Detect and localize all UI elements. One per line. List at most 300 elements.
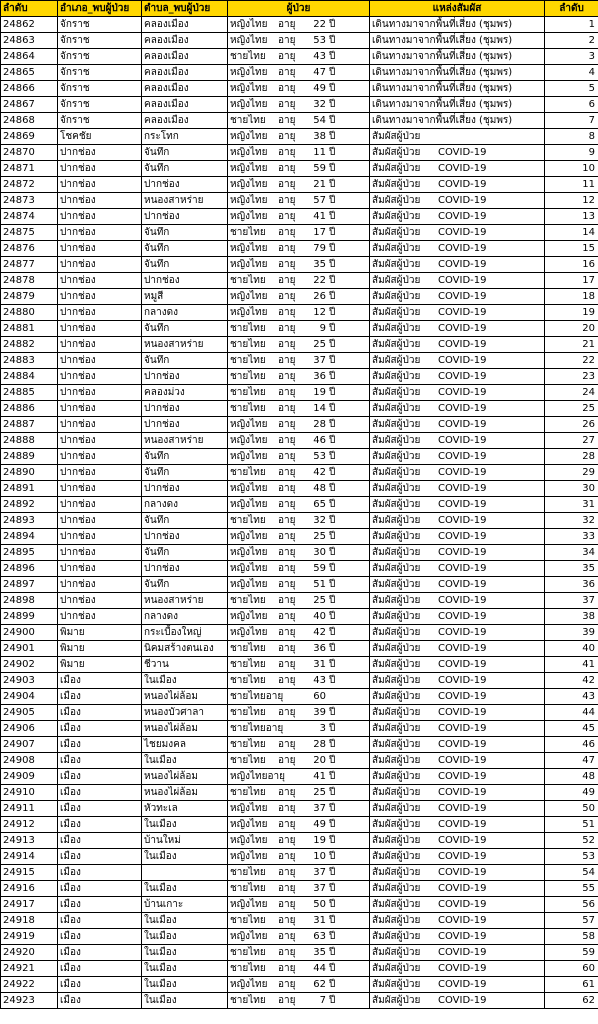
cell-source [370,193,545,209]
source-text: สัมผัสผู้ป่วย [372,818,421,830]
patient-sex: ชายไทย [230,754,266,766]
cell-patient [228,193,370,209]
patient-sex: ชายไทย [230,946,266,958]
cell-subdistrict: ปากช่อง [142,177,228,193]
cell-id: 24897 [1,577,58,593]
source-disease: COVID-19 [438,322,487,334]
patient-age-word: อายุ [278,626,296,638]
patient-age-unit: ปี [329,146,336,158]
patient-age-unit: ปี [329,66,336,78]
patient-age-unit: ปี [329,242,336,254]
cell-id: 24866 [1,81,58,97]
cell-district: เมือง [58,929,142,945]
table-row [1,817,598,833]
table-row [1,705,598,721]
cell-patient [228,977,370,993]
patient-sex: หญิงไทย [230,530,268,542]
patient-age-word: อายุ [278,978,296,990]
source-disease: COVID-19 [438,450,487,462]
patient-age: 54 [313,114,326,126]
cell-source [370,705,545,721]
patient-age-word: อายุ [278,450,296,462]
cell-order: 62 [545,993,598,1009]
table-row [1,353,598,369]
cell-district: เมือง [58,833,142,849]
source-text: สัมผัสผู้ป่วย [372,466,421,478]
cell-patient [228,353,370,369]
cell-subdistrict: บ้านเกาะ [142,897,228,913]
table-row [1,369,598,385]
cell-subdistrict: ในเมือง [142,673,228,689]
patient-age-word: อายุ [278,242,296,254]
source-disease: COVID-19 [438,770,487,782]
cell-order: 57 [545,913,598,929]
table-row [1,289,598,305]
patient-age-unit: ปี [329,322,336,334]
cell-order: 10 [545,161,598,177]
cell-district: ปากช่อง [58,561,142,577]
cell-patient [228,225,370,241]
patient-age: 37 [313,882,326,894]
source-text: สัมผัสผู้ป่วย [372,834,421,846]
table-row [1,881,598,897]
cell-order: 8 [545,129,598,145]
patient-age-word: อายุ [278,738,296,750]
table-row [1,609,598,625]
patient-sex: หญิงไทย [230,562,268,574]
table-row [1,97,598,113]
cell-district: ปากช่อง [58,209,142,225]
cell-district: จักราช [58,17,142,33]
patient-age: 35 [313,258,326,270]
patient-age-word: อายุ [278,82,296,94]
cell-district: พิมาย [58,625,142,641]
cell-id: 24902 [1,657,58,673]
patient-age-unit: ปี [329,226,336,238]
cell-subdistrict: ปากช่อง [142,481,228,497]
table-row [1,657,598,673]
patient-age: 20 [313,754,326,766]
cell-subdistrict: จันทึก [142,161,228,177]
table-row [1,225,598,241]
patient-age: 40 [313,610,326,622]
patient-age-word: อายุ [278,930,296,942]
cell-subdistrict: หนองบัวศาลา [142,705,228,721]
patient-age-unit: ปี [329,290,336,302]
patient-age-unit: ปี [329,994,336,1006]
patient-age-unit: ปี [329,530,336,542]
patient-age-unit: ปี [329,50,336,62]
source-disease: COVID-19 [438,562,487,574]
cell-id: 24917 [1,897,58,913]
patient-age-unit: ปี [329,354,336,366]
source-disease: COVID-19 [438,162,487,174]
cell-district: ปากช่อง [58,225,142,241]
header-patient: ผู้ป่วย [228,1,370,17]
patient-age-word: อายุ [278,546,296,558]
cell-order: 36 [545,577,598,593]
patient-age-unit: ปี [329,610,336,622]
patient-age: 3 [319,722,326,734]
cell-order: 59 [545,945,598,961]
patient-age: 32 [313,98,326,110]
cell-district: จักราช [58,81,142,97]
patient-sex: หญิงไทย [230,930,268,942]
source-disease: COVID-19 [438,818,487,830]
source-text: สัมผัสผู้ป่วย [372,754,421,766]
cell-subdistrict: หนองไผ่ล้อม [142,785,228,801]
patient-age-unit: ปี [329,626,336,638]
patient-age-word: อายุ [278,530,296,542]
cell-order: 52 [545,833,598,849]
cell-source [370,385,545,401]
cell-order: 33 [545,529,598,545]
cell-source [370,929,545,945]
cell-patient [228,865,370,881]
table-row [1,433,598,449]
patient-age-unit: ปี [329,978,336,990]
patient-age-word: อายุ [278,290,296,302]
table-row [1,545,598,561]
patient-age-word: อายุ [278,498,296,510]
cell-order: 4 [545,65,598,81]
patient-age-word: อายุ [278,850,296,862]
table-row [1,33,598,49]
source-text: เดินทางมาจากพื้นที่เสี่ยง (ชุมพร) [372,50,513,62]
source-text: สัมผัสผู้ป่วย [372,706,421,718]
source-disease: COVID-19 [438,866,487,878]
cell-subdistrict: จันทึก [142,545,228,561]
cell-subdistrict: ในเมือง [142,849,228,865]
cell-source [370,465,545,481]
patient-age-word: อายุ [278,802,296,814]
cell-order: 28 [545,449,598,465]
cell-id: 24905 [1,705,58,721]
cell-source [370,481,545,497]
cell-patient [228,401,370,417]
patient-sex: ชายไทย [230,386,266,398]
cell-order: 1 [545,17,598,33]
cell-district: ปากช่อง [58,481,142,497]
cell-patient [228,241,370,257]
patient-age-word: อายุ [278,514,296,526]
cell-patient [228,209,370,225]
source-text: สัมผัสผู้ป่วย [372,610,421,622]
patient-age: 28 [313,738,326,750]
source-text: สัมผัสผู้ป่วย [372,802,421,814]
patient-sex: หญิงไทย [230,834,268,846]
cell-order: 38 [545,609,598,625]
cell-order: 50 [545,801,598,817]
cell-source [370,865,545,881]
patient-sex: ชายไทย [230,50,266,62]
table-row [1,241,598,257]
patient-age: 57 [313,194,326,206]
patient-sex: หญิงไทย [230,578,268,590]
patient-age-unit: ปี [329,914,336,926]
table-row [1,257,598,273]
patient-age-unit: ปี [329,274,336,286]
table-row [1,177,598,193]
patient-age-unit: ปี [329,834,336,846]
patient-age: 39 [313,706,326,718]
source-disease: COVID-19 [438,418,487,430]
cell-source [370,593,545,609]
patient-age-word: อายุ [278,706,296,718]
cell-order: 18 [545,289,598,305]
patient-age: 32 [313,514,326,526]
table-row [1,17,598,33]
source-text: สัมผัสผู้ป่วย [372,930,421,942]
cell-order: 12 [545,193,598,209]
cell-subdistrict: หนองไผ่ล้อม [142,689,228,705]
source-text: สัมผัสผู้ป่วย [372,546,421,558]
source-text: สัมผัสผู้ป่วย [372,354,421,366]
table-row [1,641,598,657]
patient-age: 12 [313,306,326,318]
cell-id: 24923 [1,993,58,1009]
table-row [1,577,598,593]
source-text: สัมผัสผู้ป่วย [372,738,421,750]
cell-patient [228,17,370,33]
cell-id: 24880 [1,305,58,321]
cell-patient [228,81,370,97]
cell-district: ปากช่อง [58,353,142,369]
cell-id: 24915 [1,865,58,881]
cell-subdistrict: คลองเมือง [142,17,228,33]
patient-age-word: อายุ [278,946,296,958]
source-disease: COVID-19 [438,178,487,190]
cell-subdistrict: ปากช่อง [142,417,228,433]
patient-age-word: อายุ [278,194,296,206]
source-disease: COVID-19 [438,738,487,750]
patient-age: 17 [313,226,326,238]
cell-id: 24872 [1,177,58,193]
cell-id: 24920 [1,945,58,961]
patient-age: 41 [313,210,326,222]
source-disease: COVID-19 [438,194,487,206]
cell-patient [228,753,370,769]
cell-id: 24888 [1,433,58,449]
patient-sex: หญิงไทย [230,978,268,990]
cell-id: 24895 [1,545,58,561]
patient-age-word: อายุ [278,914,296,926]
patient-age-unit: ปี [329,418,336,430]
cell-order: 31 [545,497,598,513]
cell-id: 24921 [1,961,58,977]
source-disease: COVID-19 [438,578,487,590]
table-row [1,945,598,961]
patient-age-unit: ปี [329,306,336,318]
cell-district: ปากช่อง [58,257,142,273]
patient-sex: ชายไทย [230,466,266,478]
cell-source [370,305,545,321]
patient-age-unit: ปี [329,882,336,894]
patient-age-word: อายุ [278,34,296,46]
cell-subdistrict: กระเบื้องใหญ่ [142,625,228,641]
cell-subdistrict: ปากช่อง [142,273,228,289]
patient-age-word: อายุ [278,818,296,830]
patient-age-word: อายุ [278,322,296,334]
cell-source [370,433,545,449]
table-row [1,449,598,465]
table-row [1,209,598,225]
cell-source [370,129,545,145]
cell-patient [228,529,370,545]
cell-subdistrict: หนองสาหร่าย [142,337,228,353]
cell-patient [228,593,370,609]
source-disease: COVID-19 [438,482,487,494]
cell-district: เมือง [58,673,142,689]
cell-district: ปากช่อง [58,513,142,529]
cell-source [370,625,545,641]
patient-age: 79 [313,242,326,254]
cell-source [370,769,545,785]
cell-subdistrict: คลองเมือง [142,81,228,97]
cell-id: 24877 [1,257,58,273]
table-row [1,321,598,337]
cell-id: 24896 [1,561,58,577]
table-row [1,913,598,929]
cell-patient [228,945,370,961]
patient-sex: ชายไทย [230,914,266,926]
source-disease: COVID-19 [438,514,487,526]
source-text: สัมผัสผู้ป่วย [372,578,421,590]
source-text: สัมผัสผู้ป่วย [372,642,421,654]
patient-age: 7 [319,994,326,1006]
cell-source [370,225,545,241]
patient-age-unit: ปี [329,514,336,526]
source-text: เดินทางมาจากพื้นที่เสี่ยง (ชุมพร) [372,98,513,110]
cell-subdistrict [142,865,228,881]
cell-patient [228,657,370,673]
patient-age-word: อายุ [278,258,296,270]
cell-order: 32 [545,513,598,529]
cell-order: 16 [545,257,598,273]
patient-sex: หญิงไทย [230,818,268,830]
patient-age-word: อายุ [278,658,296,670]
cell-patient [228,145,370,161]
header-subdistrict: ตำบล_พบผู้ป่วย [142,1,228,17]
cell-id: 24881 [1,321,58,337]
cell-id: 24908 [1,753,58,769]
source-text: สัมผัสผู้ป่วย [372,258,421,270]
cell-source [370,353,545,369]
cell-id: 24869 [1,129,58,145]
source-text: สัมผัสผู้ป่วย [372,194,421,206]
patient-age: 22 [313,18,326,30]
source-text: สัมผัสผู้ป่วย [372,962,421,974]
cell-id: 24906 [1,721,58,737]
cell-source [370,65,545,81]
cell-district: จักราช [58,33,142,49]
cell-order: 47 [545,753,598,769]
table-row [1,593,598,609]
header-id: ลำดับ [1,1,58,17]
table-row [1,833,598,849]
patient-age: 42 [313,466,326,478]
cell-id: 24916 [1,881,58,897]
cell-source [370,801,545,817]
cell-subdistrict: ปากช่อง [142,369,228,385]
cell-district: ปากช่อง [58,401,142,417]
patient-age: 53 [313,34,326,46]
cell-id: 24892 [1,497,58,513]
cell-patient [228,625,370,641]
cell-subdistrict: ปากช่อง [142,209,228,225]
cell-district: จักราช [58,65,142,81]
patient-age-unit: ปี [329,370,336,382]
cell-patient [228,721,370,737]
patient-sex: ชายไทย [230,658,266,670]
cell-patient [228,417,370,433]
cell-patient [228,737,370,753]
cell-subdistrict: ในเมือง [142,977,228,993]
source-text: สัมผัสผู้ป่วย [372,274,421,286]
patient-age: 19 [313,386,326,398]
cell-patient [228,881,370,897]
cell-id: 24871 [1,161,58,177]
source-text: เดินทางมาจากพื้นที่เสี่ยง (ชุมพร) [372,82,513,94]
cell-source [370,417,545,433]
cell-patient [228,673,370,689]
cell-subdistrict: จันทึก [142,465,228,481]
table-row [1,305,598,321]
source-text: สัมผัสผู้ป่วย [372,178,421,190]
cell-subdistrict: ในเมือง [142,913,228,929]
cell-source [370,833,545,849]
cell-district: ปากช่อง [58,465,142,481]
patient-sex: ชายไทย [230,226,266,238]
cell-patient [228,369,370,385]
cell-order: 41 [545,657,598,673]
patient-age-unit: ปี [329,450,336,462]
cell-district: เมือง [58,785,142,801]
patient-age-unit: ปี [329,754,336,766]
cell-source [370,513,545,529]
patient-sex: ชายไทย [230,594,266,606]
cell-source [370,145,545,161]
source-disease: COVID-19 [438,434,487,446]
source-disease: COVID-19 [438,530,487,542]
cell-source [370,209,545,225]
cell-subdistrict: ในเมือง [142,817,228,833]
patient-age: 53 [313,450,326,462]
table-row [1,129,598,145]
patient-age-word: อายุ [278,114,296,126]
cell-subdistrict: ในเมือง [142,961,228,977]
cell-district: เมือง [58,737,142,753]
patient-age-word: อายุ [278,354,296,366]
cell-district: ปากช่อง [58,305,142,321]
patient-age: 10 [313,850,326,862]
source-disease: COVID-19 [438,914,487,926]
patient-age-word: อายุ [278,146,296,158]
table-row [1,145,598,161]
patient-age: 49 [313,82,326,94]
source-text: สัมผัสผู้ป่วย [372,722,421,734]
patient-age: 36 [313,642,326,654]
source-text: สัมผัสผู้ป่วย [372,386,421,398]
table-row [1,801,598,817]
source-text: สัมผัสผู้ป่วย [372,290,421,302]
cell-district: ปากช่อง [58,577,142,593]
cell-order: 13 [545,209,598,225]
source-text: สัมผัสผู้ป่วย [372,162,421,174]
cell-subdistrict: หนองไผ่ล้อม [142,721,228,737]
table-row [1,193,598,209]
patient-age-word: อายุ [278,866,296,878]
